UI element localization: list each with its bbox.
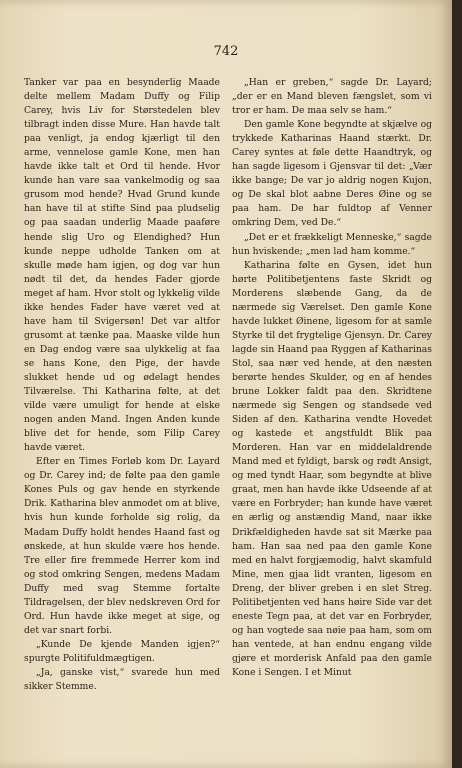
right-column: [232, 76, 432, 680]
book-edge: [452, 0, 462, 768]
paragraph: Tanker var paa en besynderlig Maade delte mellem Madam Duffy og Filip Carey, hvis Liv for Størstedelen blev tilbragt inden disse Mure. Han havde talt paa venligt, ja endog kjærligt til den arme, vennelose gamle Kone, men han havde ikke talt et Ord til hende. Hvor kunde han vare saa vankelmodig og saa grusom mod hende? Hvad Grund kunde han have til at stifte Sind paa pludselig og paa saadan underlig Maade paaføre hende slig Uro og Elendighed? Hun kunde neppe udholde Tanken om at skulle møde ham igjen, og dog var hun nødt til det, da hendes Fader gjorde meget af ham. Hvor stolt og lykkelig vilde ikke hendes Fader have været ved at have ham til Svigersøn! Det var altfor grusomt at tænke paa. Maaske vilde hun en Dag endog være saa ulykkelig at faa se hans Kone, den Pige, der havde slukket hende ud og ødelagt hendes Tilværelse. Thi Katharina følte, at det vilde være umuligt for hende at elske nogen anden Mand. Ingen Anden kunde blive det for hende, som Filip Carey havde været.: [24, 77, 220, 454]
paragraph: „Kunde De kjende Manden igjen?“ spurgte Politifuldmægtigen.: [24, 638, 220, 664]
paragraph: Den gamle Kone begyndte at skjælve og trykkede Katharinas Haand stærkt. Dr. Carey syntes at føle dette Haandtryk, og han sagde ligesom i Gjensvar til det: „Vær ikke bange; De var jo aldrig nogen Kujon, og De skal blot aabne Deres Øine og se paa ham. De har fuldtop af Venner omkring Dem, ved De.“: [232, 119, 432, 229]
paragraph: „Det er et frækkeligt Menneske,“ sagde hun hviskende; „men lad ham komme.“: [232, 231, 432, 257]
paragraph: „Han er greben,“ sagde Dr. Layard; „der er en Mand bleven fængslet, som vi tror er ham. De maa selv se ham.“: [232, 77, 432, 117]
paragraph: Efter en Times Forløb kom Dr. Layard og Dr. Carey ind; de følte paa den gamle Kones Puls og gav hende en styrkende Drik. Katharina blev anmodet om at blive, hvis hun kunde forholde sig rolig, da Madam Duffy holdt hendes Haand fast og ønskede, at hun skulde være hos hende. Tre eller fire fremmede Herrer kom ind og stod omkring Sengen, medens Madam Duffy med svag Stemme fortalte Tildragelsen, der blev nedskreven Ord for Ord. Hun havde ikke meget at sige, og det var snart forbi.: [24, 456, 220, 636]
left-column: [24, 76, 220, 694]
paragraph: Katharina følte en Gysen, idet hun hørte Politibetjentens faste Skridt og Morderens slæbende Gang, da de nærmede sig Værelset. Den gamle Kone havde lukket Øinene, ligesom for at samle Styrke til det frygtelige Gjensyn. Dr. Carey lagde sin Haand paa Ryggen af Katharinas Stol, saa nær ved hende, at den næsten berørte hendes Skulder, og en af hendes brune Lokker faldt paa den. Skridtene nærmede sig Sengen og standsede ved Siden af den. Katharina vendte Hovedet og kastede et angstfuldt Blik paa Morderen. Han var en middelaldrende Mand med et fyldigt, barsk og rødt Ansigt, og med tyndt Haar, som begyndte at blive graat, men han havde ikke Udseende af at være en Forbryder; han kunde have været en ærlig og anstændig Mand, naar ikke Drikfældigheden havde sat sit Mærke paa ham. Han saa ned paa den gamle Kone med en halvt forgjæmodig, halvt skamfuld Mine, men gjaa lidt vranten, ligesom en Dreng, der bliver greben i en slet Streg. Politibetjenten ved hans høire Side var det eneste Tegn paa, at det var en Forbryder, og han vogtede saa nøie paa ham, som om han ventede, at han endnu engang vilde gjøre et morderisk Anfald paa den gamle Kone i Sengen. I et Minut: [232, 259, 432, 678]
paragraph: „Ja, ganske vist,“ svarede hun med sikker Stemme.: [24, 666, 220, 693]
page-number: 742: [213, 44, 239, 59]
